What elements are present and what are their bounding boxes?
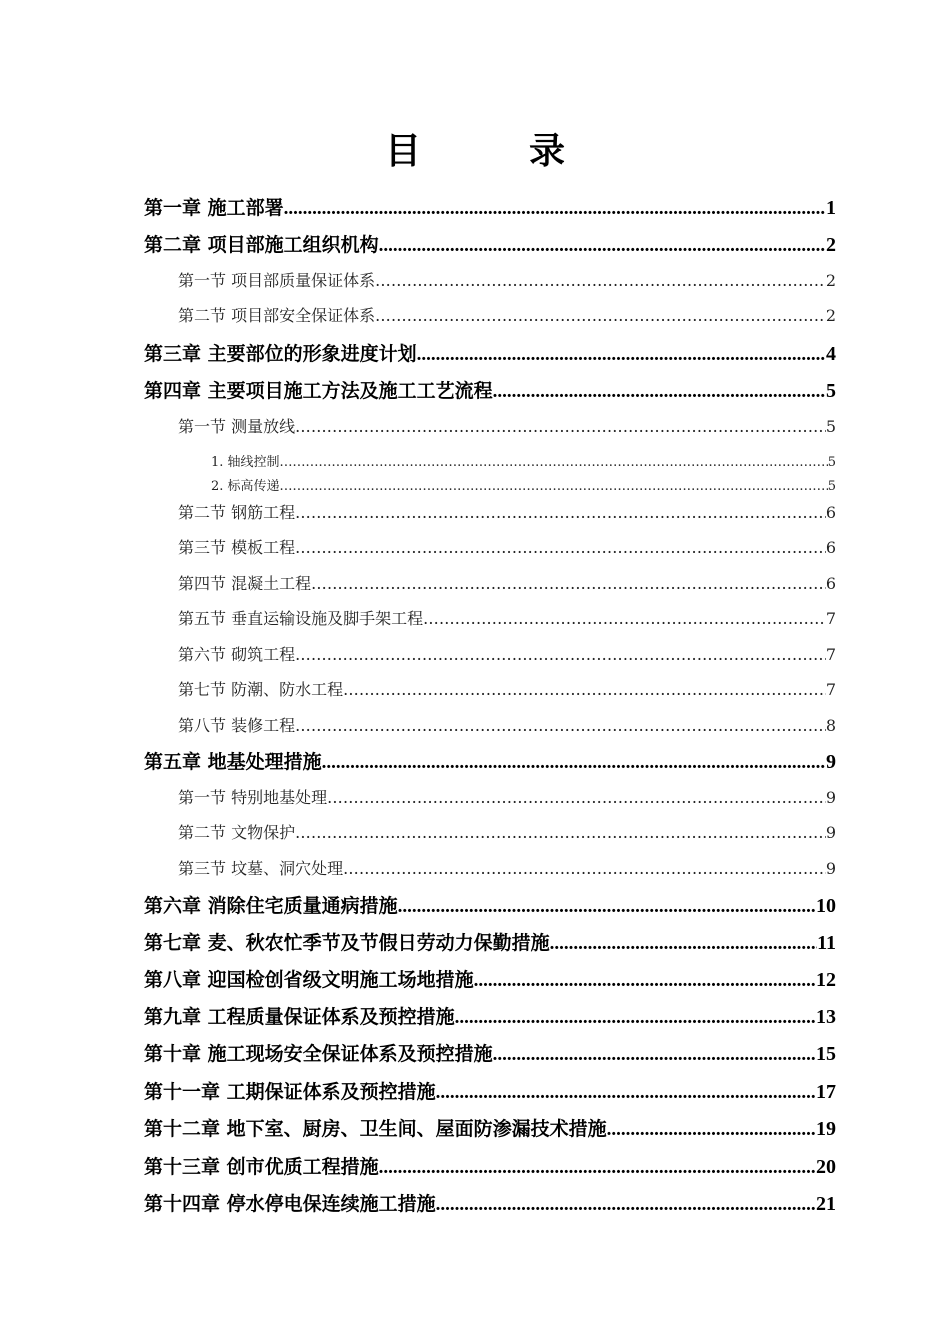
toc-page-number: 13: [816, 1006, 836, 1028]
toc-entry-title: 1. 轴线控制: [211, 455, 280, 470]
toc-entry-title: 第三节 模板工程: [178, 538, 296, 557]
toc-page-number: 9: [825, 788, 836, 807]
toc-page-number: 9: [826, 751, 836, 773]
toc-page-number: 7: [825, 645, 836, 664]
toc-entry-title: 第二节 钢筋工程: [178, 503, 296, 522]
toc-leader-dots: [417, 343, 826, 367]
toc-entry-title: 第四节 混凝土工程: [178, 574, 312, 593]
toc-entry-title: 第一节 测量放线: [178, 417, 296, 436]
toc-entry-title: 第八节 装修工程: [178, 716, 296, 735]
toc-entry-chapter[interactable]: [144, 1080, 836, 1105]
toc-entry-chapter[interactable]: [144, 1192, 836, 1217]
toc-page-number: 2: [825, 271, 836, 290]
toc-page-number: 1: [826, 197, 836, 219]
toc-page-number: 2: [826, 234, 836, 256]
toc-entry-title: 第六节 砌筑工程: [178, 645, 296, 664]
toc-leader-dots: [295, 823, 826, 843]
toc-entry-title: 第十三章 创市优质工程措施: [144, 1156, 379, 1178]
toc-entry-sub[interactable]: [211, 455, 836, 471]
toc-entry-section[interactable]: [178, 859, 836, 879]
toc-page-number: 15: [816, 1043, 836, 1065]
toc-leader-dots: [311, 574, 826, 594]
toc-entry-chapter[interactable]: [144, 894, 836, 919]
toc-entry-title: 第十四章 停水停电保连续施工措施: [144, 1193, 436, 1215]
toc-page-number: 21: [816, 1193, 836, 1215]
toc-entry-title: 第十章 施工现场安全保证体系及预控措施: [144, 1043, 493, 1065]
toc-page-number: 9: [825, 823, 836, 842]
toc-leader-dots: [375, 306, 826, 326]
toc-leader-dots: [280, 479, 828, 495]
toc-entry-chapter[interactable]: [144, 196, 836, 221]
toc-leader-dots: [295, 538, 826, 558]
toc-entry-chapter[interactable]: [144, 379, 836, 404]
toc-entry-title: 第一节 项目部质量保证体系: [178, 271, 376, 290]
toc-page-number: 6: [825, 574, 836, 593]
toc-page-number: 7: [825, 609, 836, 628]
toc-entry-title: 第五章 地基处理措施: [144, 751, 322, 773]
toc-leader-dots: [474, 969, 816, 993]
toc-page-number: 10: [816, 895, 836, 917]
toc-leader-dots: [436, 1193, 816, 1217]
toc-entry-chapter[interactable]: [144, 750, 836, 775]
toc-page-number: 5: [827, 455, 836, 470]
toc-leader-dots: [455, 1006, 816, 1030]
toc-page-number: 7: [825, 680, 836, 699]
toc-entry-title: 第五节 垂直运输设施及脚手架工程: [178, 609, 424, 628]
toc-entry-chapter[interactable]: [144, 233, 836, 258]
toc-entry-title: 第三节 坟墓、洞穴处理: [178, 859, 344, 878]
toc-page-number: 5: [827, 479, 836, 494]
toc-leader-dots: [375, 271, 826, 291]
toc-entry-title: 第二节 文物保护: [178, 823, 296, 842]
toc-entry-title: 第六章 消除住宅质量通病措施: [144, 895, 398, 917]
toc-page-number: 20: [816, 1156, 836, 1178]
toc-entry-sub[interactable]: [211, 479, 836, 495]
toc-leader-dots: [550, 932, 817, 956]
toc-leader-dots: [280, 455, 828, 471]
toc-entry-section[interactable]: [178, 609, 836, 629]
toc-leader-dots: [493, 1043, 816, 1067]
toc-leader-dots: [398, 895, 816, 919]
toc-entry-section[interactable]: [178, 574, 836, 594]
toc-leader-dots: [295, 645, 826, 665]
toc-entry-chapter[interactable]: [144, 1155, 836, 1180]
toc-entry-title: 第十一章 工期保证体系及预控措施: [144, 1081, 436, 1103]
toc-entry-chapter[interactable]: [144, 342, 836, 367]
toc-leader-dots: [436, 1081, 816, 1105]
toc-entry-chapter[interactable]: [144, 968, 836, 993]
toc-entry-title: 第一节 特别地基处理: [178, 788, 328, 807]
toc-entry-title: 第四章 主要项目施工方法及施工工艺流程: [144, 380, 493, 402]
toc-page-number: 8: [825, 716, 836, 735]
toc-entry-title: 第八章 迎国检创省级文明施工场地措施: [144, 969, 474, 991]
toc-leader-dots: [343, 680, 826, 700]
toc-page-number: 5: [825, 417, 836, 436]
toc-leader-dots: [423, 609, 826, 629]
toc-leader-dots: [327, 788, 826, 808]
toc-page-number: 2: [825, 306, 836, 325]
toc-leader-dots: [295, 716, 826, 736]
toc-entry-chapter[interactable]: [144, 931, 836, 956]
toc-page-number: 9: [825, 859, 836, 878]
toc-entry-chapter[interactable]: [144, 1042, 836, 1067]
toc-entry-title: 第七章 麦、秋农忙季节及节假日劳动力保勤措施: [144, 932, 550, 954]
toc-entry-section[interactable]: [178, 645, 836, 665]
toc-page-number: 17: [816, 1081, 836, 1103]
toc-page-number: 4: [826, 343, 836, 365]
toc-page-number: 5: [826, 380, 836, 402]
toc-leader-dots: [295, 503, 826, 523]
toc-page-number: 19: [816, 1118, 836, 1140]
toc-entry-title: 第一章 施工部署: [144, 197, 284, 219]
toc-page-number: 6: [825, 503, 836, 522]
page-title: 目 录: [384, 131, 601, 172]
toc-entry-title: 第二章 项目部施工组织机构: [144, 234, 379, 256]
toc-entry-title: 第三章 主要部位的形象进度计划: [144, 343, 417, 365]
toc-leader-dots: [284, 197, 826, 221]
toc-page-number: 12: [816, 969, 836, 991]
toc-entry-title: 2. 标高传递: [211, 479, 280, 494]
toc-entry-title: 第二节 项目部安全保证体系: [178, 306, 376, 325]
toc-entry-title: 第十二章 地下室、厨房、卫生间、屋面防渗漏技术措施: [144, 1118, 607, 1140]
toc-entry-section[interactable]: [178, 716, 836, 736]
toc-entry-section[interactable]: [178, 538, 836, 558]
toc-leader-dots: [607, 1118, 816, 1142]
toc-entry-section[interactable]: [178, 788, 836, 808]
toc-entry-section[interactable]: [178, 306, 836, 326]
toc-leader-dots: [379, 234, 826, 258]
toc-entry-section[interactable]: [178, 503, 836, 523]
toc-leader-dots: [295, 417, 826, 437]
toc-leader-dots: [322, 751, 826, 775]
toc-leader-dots: [379, 1156, 816, 1180]
toc-leader-dots: [493, 380, 826, 404]
toc-leader-dots: [343, 859, 826, 879]
toc-page-number: 11: [817, 932, 836, 954]
toc-entry-title: 第九章 工程质量保证体系及预控措施: [144, 1006, 455, 1028]
toc-entry-section[interactable]: [178, 823, 836, 843]
toc-entry-chapter[interactable]: [144, 1117, 836, 1142]
toc-entry-title: 第七节 防潮、防水工程: [178, 680, 344, 699]
toc-entry-section[interactable]: [178, 417, 836, 437]
toc-entry-section[interactable]: [178, 680, 836, 700]
toc-entry-chapter[interactable]: [144, 1005, 836, 1030]
toc-page-number: 6: [825, 538, 836, 557]
toc-entry-section[interactable]: [178, 271, 836, 291]
